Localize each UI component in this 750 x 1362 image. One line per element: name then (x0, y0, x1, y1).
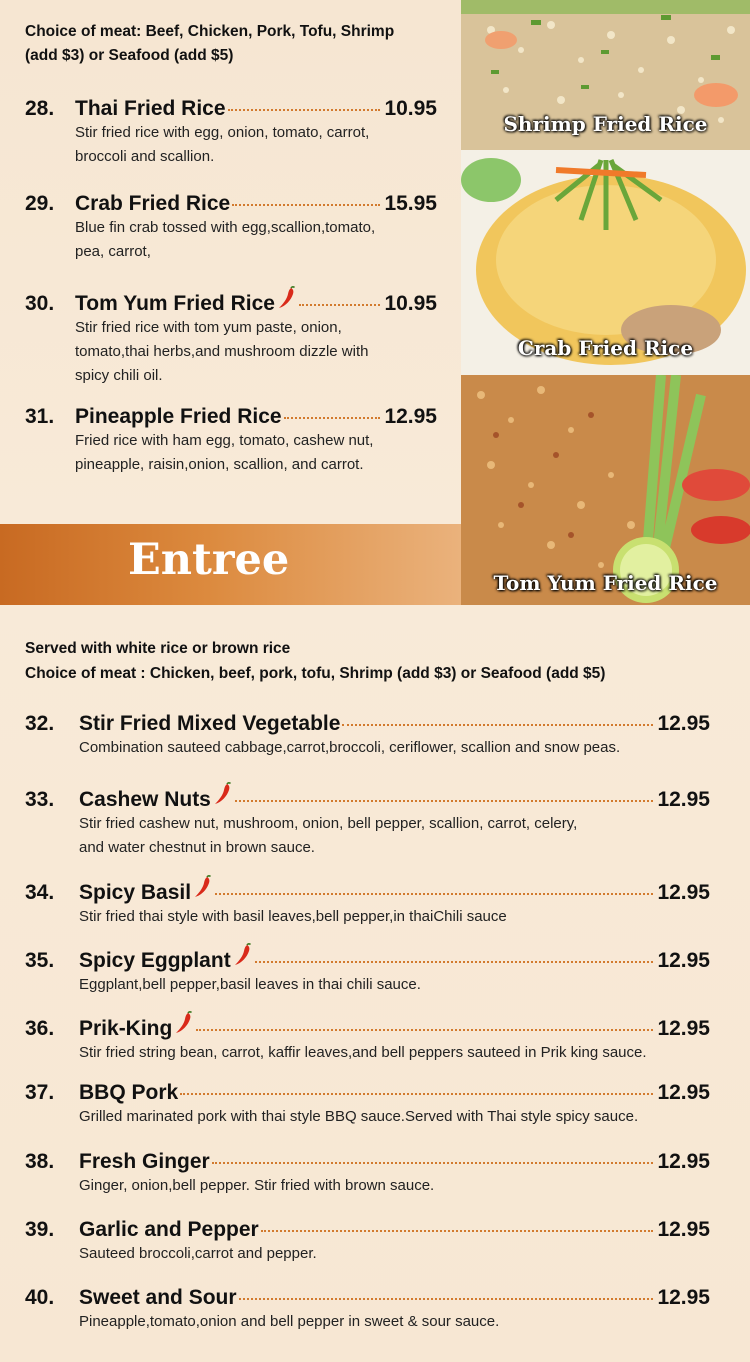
item-name: Crab Fried Rice (75, 192, 231, 215)
menu-item (25, 1218, 710, 1266)
item-name: Spicy Eggplant (79, 949, 231, 972)
item-number: 28. (25, 97, 55, 120)
item-name: BBQ Pork (79, 1081, 179, 1104)
price-leader-dots (284, 417, 381, 419)
food-photo-column (461, 0, 750, 605)
price-leader-dots (239, 1298, 654, 1300)
item-description: Pineapple,tomato,onion and bell pepper in sweet & sour sauce. (79, 1313, 500, 1330)
crab-fried-rice-photo (461, 150, 750, 375)
item-description: pea, carrot, (75, 243, 151, 260)
menu-item-header (25, 192, 437, 216)
menu-item (25, 97, 437, 169)
item-price: 12.95 (384, 405, 437, 428)
price-leader-dots (342, 724, 653, 726)
item-number: 37. (25, 1081, 55, 1104)
item-description: pineapple, raisin,onion, scallion, and carrot. (75, 456, 364, 473)
item-number: 34. (25, 881, 55, 904)
price-leader-dots (196, 1029, 653, 1031)
price-leader-dots (261, 1230, 654, 1232)
item-number: 39. (25, 1218, 55, 1241)
menu-item (25, 405, 437, 477)
tom-yum-fried-rice-caption: Tom Yum Fried Rice (493, 571, 718, 595)
item-number: 36. (25, 1017, 55, 1040)
item-description: Combination sauteed cabbage,carrot,broccoli, ceriflower, scallion and snow peas. (79, 739, 621, 756)
item-description: broccoli and scallion. (75, 148, 215, 165)
item-description: Stir fried cashew nut, mushroom, onion, bell pepper, scallion, carrot, celery, (79, 815, 578, 832)
menu-item (25, 286, 437, 388)
item-description: Stir fried thai style with basil leaves,bell pepper,in thaiChili sauce (79, 908, 507, 925)
menu-item-header (25, 286, 437, 316)
item-price: 12.95 (657, 712, 710, 735)
price-leader-dots (255, 961, 654, 963)
menu-item-header (25, 97, 437, 121)
menu-item-header (25, 875, 710, 905)
menu-item (25, 1011, 710, 1065)
item-price: 10.95 (384, 292, 437, 315)
item-number: 38. (25, 1150, 55, 1173)
chili-pepper-icon (277, 286, 297, 310)
entree-serving-note: Served with white rice or brown rice Choice of meat : Chicken, beef, pork, tofu, Shrimp (add $3) or Seafood (add $5) (25, 640, 606, 682)
tom-yum-fried-rice-photo (461, 375, 750, 605)
item-price: 15.95 (384, 192, 437, 215)
item-price: 12.95 (657, 949, 710, 972)
entree-heading: Entree (128, 535, 290, 585)
item-name: Sweet and Sour (79, 1286, 237, 1309)
item-name: Cashew Nuts (79, 788, 211, 811)
menu-item (25, 875, 710, 929)
menu-item (25, 1150, 710, 1198)
item-description: Fried rice with ham egg, tomato, cashew nut, (75, 432, 374, 449)
menu-item-header (25, 1081, 710, 1105)
price-leader-dots (215, 893, 653, 895)
item-name: Prik-King (79, 1017, 173, 1040)
meat-choice-note: Choice of meat: Beef, Chicken, Pork, Tofu, Shrimp (add $3) or Seafood (add $5) (25, 23, 395, 64)
item-name: Thai Fried Rice (75, 97, 226, 120)
menu-item (25, 1286, 710, 1334)
menu-item-header (25, 1011, 710, 1041)
item-number: 33. (25, 788, 55, 811)
item-name: Pineapple Fried Rice (75, 405, 282, 428)
item-price: 12.95 (657, 1081, 710, 1104)
chili-pepper-icon (174, 1011, 194, 1035)
shrimp-fried-rice-caption: Shrimp Fried Rice (503, 112, 708, 136)
item-description: Stir fried rice with egg, onion, tomato, carrot, (75, 124, 370, 141)
item-number: 32. (25, 712, 55, 735)
chili-pepper-icon (193, 875, 213, 899)
shrimp-fried-rice-photo (461, 0, 750, 150)
item-name: Spicy Basil (79, 881, 192, 904)
menu-item-header (25, 405, 437, 429)
item-description: Ginger, onion,bell pepper. Stir fried with brown sauce. (79, 1177, 435, 1194)
item-number: 40. (25, 1286, 55, 1309)
menu-item-header (25, 1286, 710, 1310)
menu-item (25, 782, 710, 860)
item-description: Sauteed broccoli,carrot and pepper. (79, 1245, 317, 1262)
item-name: Tom Yum Fried Rice (75, 292, 275, 315)
item-price: 12.95 (657, 1218, 710, 1241)
menu-item-header (25, 712, 710, 736)
price-leader-dots (235, 800, 654, 802)
item-description: spicy chili oil. (75, 367, 163, 384)
menu-item-header (25, 1150, 710, 1174)
item-number: 29. (25, 192, 55, 215)
item-name: Fresh Ginger (79, 1150, 210, 1173)
item-description: Stir fried rice with tom yum paste, onion, (75, 319, 342, 336)
price-leader-dots (232, 204, 380, 206)
chili-pepper-icon (213, 782, 233, 806)
crab-fried-rice-caption: Crab Fried Rice (517, 336, 694, 360)
item-price: 12.95 (657, 881, 710, 904)
item-price: 12.95 (657, 1150, 710, 1173)
menu-item-header (25, 943, 710, 973)
menu-item (25, 192, 437, 264)
item-description: Eggplant,bell pepper,basil leaves in thai chili sauce. (79, 976, 421, 993)
menu-item (25, 943, 710, 997)
menu-item (25, 1081, 710, 1129)
item-price: 10.95 (384, 97, 437, 120)
item-name: Stir Fried Mixed Vegetable (79, 712, 341, 735)
menu-item-header (25, 1218, 710, 1242)
menu-item (25, 712, 710, 760)
price-leader-dots (299, 304, 380, 306)
item-description: and water chestnut in brown sauce. (79, 839, 315, 856)
menu-item-header (25, 782, 710, 812)
item-number: 30. (25, 292, 55, 315)
item-number: 35. (25, 949, 55, 972)
item-price: 12.95 (657, 1017, 710, 1040)
price-leader-dots (228, 109, 381, 111)
item-price: 12.95 (657, 788, 710, 811)
item-description: Blue fin crab tossed with egg,scallion,tomato, (75, 219, 376, 236)
item-description: Grilled marinated pork with thai style BBQ sauce.Served with Thai style spicy sauce. (79, 1108, 639, 1125)
price-leader-dots (212, 1162, 654, 1164)
item-name: Garlic and Pepper (79, 1218, 259, 1241)
item-price: 12.95 (657, 1286, 710, 1309)
price-leader-dots (180, 1093, 653, 1095)
item-description: Stir fried string bean, carrot, kaffir leaves,and bell peppers sauteed in Prik king sauce. (79, 1044, 647, 1061)
item-description: tomato,thai herbs,and mushroom dizzle with (75, 343, 369, 360)
item-number: 31. (25, 405, 55, 428)
chili-pepper-icon (233, 943, 253, 967)
